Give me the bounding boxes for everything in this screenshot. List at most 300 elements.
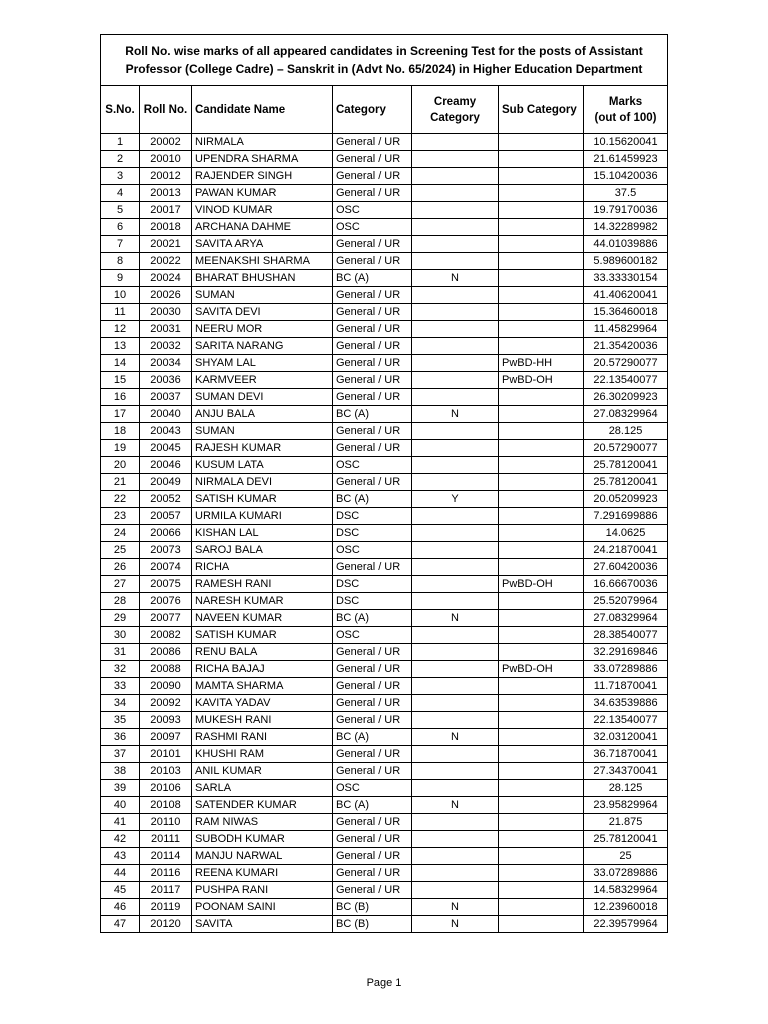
creamy-category-cell	[412, 848, 499, 865]
table-row	[101, 508, 668, 525]
category-cell: BC (B)	[333, 899, 412, 916]
creamy-category-cell	[412, 559, 499, 576]
category-cell: General / UR	[333, 185, 412, 202]
roll-no-cell: 20077	[140, 610, 192, 627]
candidate-name-cell: NEERU MOR	[192, 321, 333, 338]
creamy-category-cell	[412, 644, 499, 661]
table-row	[101, 474, 668, 491]
sub-category-cell	[499, 270, 584, 287]
candidate-name-cell: RICHA	[192, 559, 333, 576]
sub-category-cell	[499, 457, 584, 474]
creamy-category-cell	[412, 423, 499, 440]
sub-category-cell	[499, 593, 584, 610]
candidate-name-cell: ARCHANA DAHME	[192, 219, 333, 236]
sno-cell: 37	[101, 746, 140, 763]
sno-cell: 42	[101, 831, 140, 848]
table-row	[101, 899, 668, 916]
roll-no-cell: 20036	[140, 372, 192, 389]
sub-category-cell	[499, 746, 584, 763]
category-cell: DSC	[333, 508, 412, 525]
sub-category-cell	[499, 491, 584, 508]
sub-category-cell	[499, 763, 584, 780]
table-row	[101, 559, 668, 576]
table-row	[101, 797, 668, 814]
sno-cell: 2	[101, 151, 140, 168]
roll-no-cell: 20049	[140, 474, 192, 491]
creamy-category-cell	[412, 763, 499, 780]
roll-no-cell: 20111	[140, 831, 192, 848]
column-header-marks: Marks (out of 100)	[584, 86, 668, 134]
category-cell: OSC	[333, 457, 412, 474]
sno-cell: 29	[101, 610, 140, 627]
category-cell: General / UR	[333, 695, 412, 712]
marks-cell: 21.35420036	[584, 338, 668, 355]
sno-cell: 15	[101, 372, 140, 389]
sno-cell: 21	[101, 474, 140, 491]
candidate-name-cell: RICHA BAJAJ	[192, 661, 333, 678]
category-cell: General / UR	[333, 678, 412, 695]
sno-cell: 22	[101, 491, 140, 508]
creamy-category-cell	[412, 882, 499, 899]
creamy-category-cell	[412, 338, 499, 355]
roll-no-cell: 20018	[140, 219, 192, 236]
sno-cell: 41	[101, 814, 140, 831]
marks-cell: 27.08329964	[584, 406, 668, 423]
sub-category-cell	[499, 525, 584, 542]
marks-cell: 33.33330154	[584, 270, 668, 287]
sno-cell: 17	[101, 406, 140, 423]
candidate-name-cell: RAMESH RANI	[192, 576, 333, 593]
table-row	[101, 151, 668, 168]
marks-cell: 20.05209923	[584, 491, 668, 508]
candidate-name-cell: MUKESH RANI	[192, 712, 333, 729]
sno-cell: 3	[101, 168, 140, 185]
sub-category-cell	[499, 780, 584, 797]
creamy-category-cell	[412, 831, 499, 848]
sub-category-cell	[499, 304, 584, 321]
category-cell: General / UR	[333, 474, 412, 491]
candidate-name-cell: MEENAKSHI SHARMA	[192, 253, 333, 270]
sub-category-cell	[499, 253, 584, 270]
creamy-category-cell	[412, 304, 499, 321]
marks-cell: 10.15620041	[584, 134, 668, 151]
sub-category-cell	[499, 134, 584, 151]
sub-category-cell	[499, 185, 584, 202]
sub-category-cell	[499, 168, 584, 185]
category-cell: OSC	[333, 219, 412, 236]
table-row	[101, 457, 668, 474]
marks-cell: 27.60420036	[584, 559, 668, 576]
marks-cell: 25	[584, 848, 668, 865]
table-row	[101, 406, 668, 423]
marks-cell: 20.57290077	[584, 440, 668, 457]
marks-cell: 33.07289886	[584, 865, 668, 882]
creamy-category-cell	[412, 457, 499, 474]
candidate-name-cell: RAM NIWAS	[192, 814, 333, 831]
sub-category-cell	[499, 440, 584, 457]
creamy-category-cell	[412, 780, 499, 797]
creamy-category-cell	[412, 508, 499, 525]
roll-no-cell: 20002	[140, 134, 192, 151]
candidate-name-cell: SARITA NARANG	[192, 338, 333, 355]
category-cell: OSC	[333, 627, 412, 644]
marks-cell: 32.29169846	[584, 644, 668, 661]
candidate-name-cell: RAJENDER SINGH	[192, 168, 333, 185]
marks-cell: 23.95829964	[584, 797, 668, 814]
sub-category-cell	[499, 542, 584, 559]
marks-cell: 14.0625	[584, 525, 668, 542]
table-row	[101, 865, 668, 882]
creamy-category-cell	[412, 576, 499, 593]
sub-category-cell	[499, 865, 584, 882]
column-header-sno: S.No.	[101, 86, 140, 134]
sub-category-cell	[499, 508, 584, 525]
creamy-category-cell	[412, 355, 499, 372]
creamy-category-cell	[412, 202, 499, 219]
creamy-category-cell: N	[412, 406, 499, 423]
roll-no-cell: 20101	[140, 746, 192, 763]
roll-no-cell: 20010	[140, 151, 192, 168]
candidate-name-cell: POONAM SAINI	[192, 899, 333, 916]
marks-cell: 5.989600182	[584, 253, 668, 270]
candidate-name-cell: PUSHPA RANI	[192, 882, 333, 899]
column-header-roll-no: Roll No.	[140, 86, 192, 134]
creamy-category-cell	[412, 865, 499, 882]
creamy-category-cell	[412, 678, 499, 695]
sub-category-cell	[499, 321, 584, 338]
sub-category-cell	[499, 814, 584, 831]
sub-category-cell	[499, 219, 584, 236]
sub-category-cell	[499, 202, 584, 219]
table-row	[101, 491, 668, 508]
sno-cell: 28	[101, 593, 140, 610]
candidate-name-cell: SAVITA ARYA	[192, 236, 333, 253]
sno-cell: 13	[101, 338, 140, 355]
table-row	[101, 814, 668, 831]
marks-cell: 7.291699886	[584, 508, 668, 525]
creamy-category-cell	[412, 542, 499, 559]
candidate-name-cell: MANJU NARWAL	[192, 848, 333, 865]
category-cell: General / UR	[333, 372, 412, 389]
creamy-category-cell	[412, 219, 499, 236]
marks-cell: 28.38540077	[584, 627, 668, 644]
sub-category-cell: PwBD-HH	[499, 355, 584, 372]
sno-cell: 19	[101, 440, 140, 457]
category-cell: General / UR	[333, 831, 412, 848]
table-row	[101, 678, 668, 695]
roll-no-cell: 20045	[140, 440, 192, 457]
creamy-category-cell	[412, 593, 499, 610]
table-row	[101, 236, 668, 253]
creamy-category-cell	[412, 695, 499, 712]
marks-cell: 41.40620041	[584, 287, 668, 304]
marks-cell: 14.32289982	[584, 219, 668, 236]
category-cell: OSC	[333, 202, 412, 219]
sub-category-cell	[499, 338, 584, 355]
creamy-category-cell: N	[412, 899, 499, 916]
candidate-name-cell: SUMAN	[192, 423, 333, 440]
sno-cell: 9	[101, 270, 140, 287]
marks-cell: 37.5	[584, 185, 668, 202]
candidate-name-cell: SHYAM LAL	[192, 355, 333, 372]
candidate-name-cell: MAMTA SHARMA	[192, 678, 333, 695]
marks-cell: 11.45829964	[584, 321, 668, 338]
document-title: Roll No. wise marks of all appeared candidates in Screening Test for the posts of Assistant Professor (College Cadre) – Sanskrit in (Advt No. 65/2024) in Higher Education Department	[101, 35, 668, 86]
sub-category-cell	[499, 474, 584, 491]
candidate-name-cell: SATISH KUMAR	[192, 491, 333, 508]
marks-cell: 20.57290077	[584, 355, 668, 372]
roll-no-cell: 20046	[140, 457, 192, 474]
roll-no-cell: 20120	[140, 916, 192, 933]
category-cell: BC (A)	[333, 491, 412, 508]
candidate-name-cell: SUMAN	[192, 287, 333, 304]
sub-category-cell: PwBD-OH	[499, 372, 584, 389]
sub-category-cell	[499, 882, 584, 899]
category-cell: BC (A)	[333, 610, 412, 627]
column-header-category: Category	[333, 86, 412, 134]
category-cell: BC (A)	[333, 270, 412, 287]
sno-cell: 35	[101, 712, 140, 729]
table-row	[101, 423, 668, 440]
table-row	[101, 882, 668, 899]
sno-cell: 11	[101, 304, 140, 321]
sub-category-cell	[499, 729, 584, 746]
roll-no-cell: 20057	[140, 508, 192, 525]
candidate-name-cell: NAVEEN KUMAR	[192, 610, 333, 627]
roll-no-cell: 20013	[140, 185, 192, 202]
table-row	[101, 610, 668, 627]
creamy-category-cell	[412, 151, 499, 168]
table-row	[101, 219, 668, 236]
candidate-name-cell: PAWAN KUMAR	[192, 185, 333, 202]
marks-cell: 15.36460018	[584, 304, 668, 321]
table-row	[101, 185, 668, 202]
creamy-category-cell	[412, 525, 499, 542]
category-cell: General / UR	[333, 304, 412, 321]
sno-cell: 7	[101, 236, 140, 253]
roll-no-cell: 20030	[140, 304, 192, 321]
sno-cell: 39	[101, 780, 140, 797]
roll-no-cell: 20119	[140, 899, 192, 916]
sub-category-cell	[499, 797, 584, 814]
roll-no-cell: 20108	[140, 797, 192, 814]
sno-cell: 27	[101, 576, 140, 593]
table-row	[101, 593, 668, 610]
marks-cell: 24.21870041	[584, 542, 668, 559]
category-cell: General / UR	[333, 882, 412, 899]
candidate-name-cell: RASHMI RANI	[192, 729, 333, 746]
sub-category-cell	[499, 678, 584, 695]
sno-cell: 31	[101, 644, 140, 661]
roll-no-cell: 20117	[140, 882, 192, 899]
sno-cell: 24	[101, 525, 140, 542]
roll-no-cell: 20076	[140, 593, 192, 610]
roll-no-cell: 20088	[140, 661, 192, 678]
table-row	[101, 848, 668, 865]
table-row	[101, 916, 668, 933]
table-row	[101, 695, 668, 712]
table-row	[101, 287, 668, 304]
creamy-category-cell: Y	[412, 491, 499, 508]
category-cell: BC (A)	[333, 729, 412, 746]
category-cell: General / UR	[333, 355, 412, 372]
category-cell: OSC	[333, 780, 412, 797]
table-row	[101, 372, 668, 389]
roll-no-cell: 20093	[140, 712, 192, 729]
roll-no-cell: 20031	[140, 321, 192, 338]
candidate-name-cell: KUSUM LATA	[192, 457, 333, 474]
candidate-name-cell: URMILA KUMARI	[192, 508, 333, 525]
sno-cell: 34	[101, 695, 140, 712]
sub-category-cell	[499, 848, 584, 865]
candidate-name-cell: RENU BALA	[192, 644, 333, 661]
category-cell: General / UR	[333, 423, 412, 440]
marks-cell: 22.39579964	[584, 916, 668, 933]
sno-cell: 40	[101, 797, 140, 814]
candidate-name-cell: NIRMALA	[192, 134, 333, 151]
marks-cell: 25.78120041	[584, 474, 668, 491]
candidate-name-cell: ANJU BALA	[192, 406, 333, 423]
category-cell: General / UR	[333, 865, 412, 882]
candidate-name-cell: ANIL KUMAR	[192, 763, 333, 780]
category-cell: General / UR	[333, 559, 412, 576]
marks-cell: 11.71870041	[584, 678, 668, 695]
category-cell: BC (A)	[333, 406, 412, 423]
table-row	[101, 831, 668, 848]
sno-cell: 33	[101, 678, 140, 695]
candidate-name-cell: RAJESH KUMAR	[192, 440, 333, 457]
roll-no-cell: 20037	[140, 389, 192, 406]
marks-cell: 21.61459923	[584, 151, 668, 168]
marks-cell: 32.03120041	[584, 729, 668, 746]
column-header-creamy-category: Creamy Category	[412, 86, 499, 134]
sno-cell: 1	[101, 134, 140, 151]
category-cell: General / UR	[333, 168, 412, 185]
sub-category-cell	[499, 287, 584, 304]
sno-cell: 14	[101, 355, 140, 372]
roll-no-cell: 20017	[140, 202, 192, 219]
sno-cell: 12	[101, 321, 140, 338]
sno-cell: 25	[101, 542, 140, 559]
creamy-category-cell	[412, 372, 499, 389]
sub-category-cell: PwBD-OH	[499, 661, 584, 678]
table-row	[101, 644, 668, 661]
category-cell: General / UR	[333, 848, 412, 865]
category-cell: General / UR	[333, 151, 412, 168]
creamy-category-cell	[412, 287, 499, 304]
category-cell: General / UR	[333, 712, 412, 729]
sub-category-cell	[499, 644, 584, 661]
creamy-category-cell: N	[412, 797, 499, 814]
sno-cell: 23	[101, 508, 140, 525]
candidate-name-cell: KISHAN LAL	[192, 525, 333, 542]
creamy-category-cell	[412, 474, 499, 491]
category-cell: General / UR	[333, 814, 412, 831]
candidate-name-cell: BHARAT BHUSHAN	[192, 270, 333, 287]
marks-cell: 21.875	[584, 814, 668, 831]
roll-no-cell: 20106	[140, 780, 192, 797]
candidate-name-cell: NARESH KUMAR	[192, 593, 333, 610]
marks-cell: 27.34370041	[584, 763, 668, 780]
table-row	[101, 576, 668, 593]
sub-category-cell	[499, 151, 584, 168]
creamy-category-cell: N	[412, 916, 499, 933]
marks-cell: 25.78120041	[584, 831, 668, 848]
roll-no-cell: 20110	[140, 814, 192, 831]
creamy-category-cell	[412, 134, 499, 151]
candidate-name-cell: SATISH KUMAR	[192, 627, 333, 644]
creamy-category-cell	[412, 746, 499, 763]
category-cell: General / UR	[333, 236, 412, 253]
marks-cell: 22.13540077	[584, 712, 668, 729]
sno-cell: 10	[101, 287, 140, 304]
creamy-category-cell	[412, 661, 499, 678]
roll-no-cell: 20114	[140, 848, 192, 865]
roll-no-cell: 20073	[140, 542, 192, 559]
roll-no-cell: 20012	[140, 168, 192, 185]
sub-category-cell	[499, 627, 584, 644]
roll-no-cell: 20066	[140, 525, 192, 542]
candidate-name-cell: KARMVEER	[192, 372, 333, 389]
sub-category-cell	[499, 559, 584, 576]
sub-category-cell	[499, 406, 584, 423]
candidate-name-cell: REENA KUMARI	[192, 865, 333, 882]
candidate-name-cell: SATENDER KUMAR	[192, 797, 333, 814]
roll-no-cell: 20097	[140, 729, 192, 746]
candidate-name-cell: SAROJ BALA	[192, 542, 333, 559]
creamy-category-cell	[412, 185, 499, 202]
category-cell: General / UR	[333, 134, 412, 151]
marks-sheet	[100, 34, 667, 933]
sub-category-cell	[499, 831, 584, 848]
candidate-name-cell: SUBODH KUMAR	[192, 831, 333, 848]
marks-cell: 25.52079964	[584, 593, 668, 610]
candidate-name-cell: SAVITA	[192, 916, 333, 933]
table-row	[101, 440, 668, 457]
sno-cell: 44	[101, 865, 140, 882]
sno-cell: 5	[101, 202, 140, 219]
sno-cell: 32	[101, 661, 140, 678]
roll-no-cell: 20043	[140, 423, 192, 440]
category-cell: General / UR	[333, 746, 412, 763]
creamy-category-cell	[412, 321, 499, 338]
table-row	[101, 253, 668, 270]
marks-cell: 36.71870041	[584, 746, 668, 763]
creamy-category-cell	[412, 712, 499, 729]
roll-no-cell: 20024	[140, 270, 192, 287]
candidate-name-cell: NIRMALA DEVI	[192, 474, 333, 491]
creamy-category-cell	[412, 814, 499, 831]
page-footer: Page 1	[366, 977, 402, 989]
sno-cell: 46	[101, 899, 140, 916]
creamy-category-cell	[412, 253, 499, 270]
marks-cell: 19.79170036	[584, 202, 668, 219]
table-row	[101, 389, 668, 406]
sno-cell: 36	[101, 729, 140, 746]
marks-cell: 15.10420036	[584, 168, 668, 185]
marks-cell: 33.07289886	[584, 661, 668, 678]
sno-cell: 6	[101, 219, 140, 236]
candidate-name-cell: KHUSHI RAM	[192, 746, 333, 763]
roll-no-cell: 20082	[140, 627, 192, 644]
candidate-name-cell: VINOD KUMAR	[192, 202, 333, 219]
table-row	[101, 763, 668, 780]
category-cell: BC (A)	[333, 797, 412, 814]
roll-no-cell: 20074	[140, 559, 192, 576]
category-cell: General / UR	[333, 440, 412, 457]
sub-category-cell	[499, 389, 584, 406]
creamy-category-cell	[412, 236, 499, 253]
